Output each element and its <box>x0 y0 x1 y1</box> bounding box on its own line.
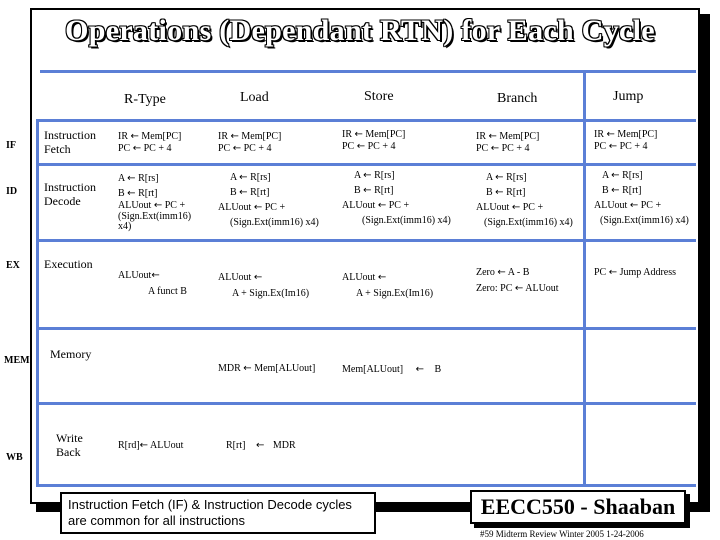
grid-line <box>36 119 39 487</box>
slide-title: Operations (Dependant RTN) for Each Cycle <box>65 14 655 47</box>
row-label-mem: MEM <box>4 355 30 366</box>
if-cell-r-type: IR ← Mem[PC] PC ← PC + 4 <box>118 131 182 154</box>
slide-frame <box>30 8 700 504</box>
row-name-id: Instruction Decode <box>44 180 96 208</box>
if-cell-jump: IR ← Mem[PC] PC ← PC + 4 <box>594 129 658 152</box>
mem-cell-load: MDR ← Mem[ALUout] <box>218 363 316 374</box>
common-cycles-note: Instruction Fetch (IF) & Instruction Decode cycles are common for all instructions <box>60 492 376 534</box>
row-label-wb: WB <box>6 452 23 463</box>
row-label-if: IF <box>6 140 16 151</box>
column-header-r-type: R-Type <box>124 92 166 107</box>
course-badge: EECC550 - Shaaban <box>470 490 686 524</box>
wb-cell-r-type: R[rd]← ALUout <box>118 440 184 451</box>
ex-cell-store: ALUout ← A + Sign.Ex(Im16) <box>342 272 434 299</box>
id-cell-r-type: A ← R[rs] B ← R[rt] ALUout ← PC + (Sign.Ext(imm16) x4) <box>118 173 192 232</box>
if-cell-branch: IR ← Mem[PC] PC ← PC + 4 <box>476 131 540 154</box>
grid-line <box>36 239 696 242</box>
mem-cell-store: Mem[ALUout] ← B <box>342 364 442 375</box>
row-name-mem: Memory <box>50 347 92 361</box>
if-cell-store: IR ← Mem[PC] PC ← PC + 4 <box>342 129 406 152</box>
grid-line <box>36 327 696 330</box>
ex-cell-branch: Zero ← A - B Zero: PC ← ALUout <box>476 267 559 294</box>
grid-line <box>36 484 696 487</box>
grid-line <box>36 402 696 405</box>
row-label-id: ID <box>6 186 18 197</box>
row-label-ex: EX <box>6 260 20 271</box>
id-cell-load: A ← R[rs] B ← R[rt] ALUout ← PC + (Sign.Ext(imm16) x4) <box>218 172 319 228</box>
id-cell-store: A ← R[rs] B ← R[rt] ALUout ← PC + (Sign.Ext(imm16) x4) <box>342 170 451 226</box>
column-header-store: Store <box>364 89 394 104</box>
row-name-ex: Execution <box>44 257 93 271</box>
ex-cell-load: ALUout ← A + Sign.Ex(Im16) <box>218 272 310 299</box>
grid-line <box>40 70 696 73</box>
row-name-if: Instruction Fetch <box>44 128 96 156</box>
ex-cell-jump: PC ← Jump Address <box>594 267 677 278</box>
column-header-load: Load <box>240 90 269 105</box>
grid-line <box>583 70 586 487</box>
wb-cell-load: R[rt] ← MDR <box>226 440 296 451</box>
row-name-wb: Write Back <box>56 431 83 459</box>
id-cell-branch: A ← R[rs] B ← R[rt] ALUout ← PC + (Sign.Ext(imm16) x4) <box>476 172 573 228</box>
slide-footer: #59 Midterm Review Winter 2005 1-24-2006 <box>480 529 644 539</box>
column-header-branch: Branch <box>497 91 538 106</box>
if-cell-load: IR ← Mem[PC] PC ← PC + 4 <box>218 131 282 154</box>
column-header-jump: Jump <box>613 89 644 104</box>
ex-cell-r-type: ALUout← A funct B <box>118 270 187 297</box>
id-cell-jump: A ← R[rs] B ← R[rt] ALUout ← PC + (Sign.Ext(imm16) x4) <box>594 170 689 226</box>
grid-line <box>36 119 696 122</box>
grid-line <box>36 163 696 166</box>
